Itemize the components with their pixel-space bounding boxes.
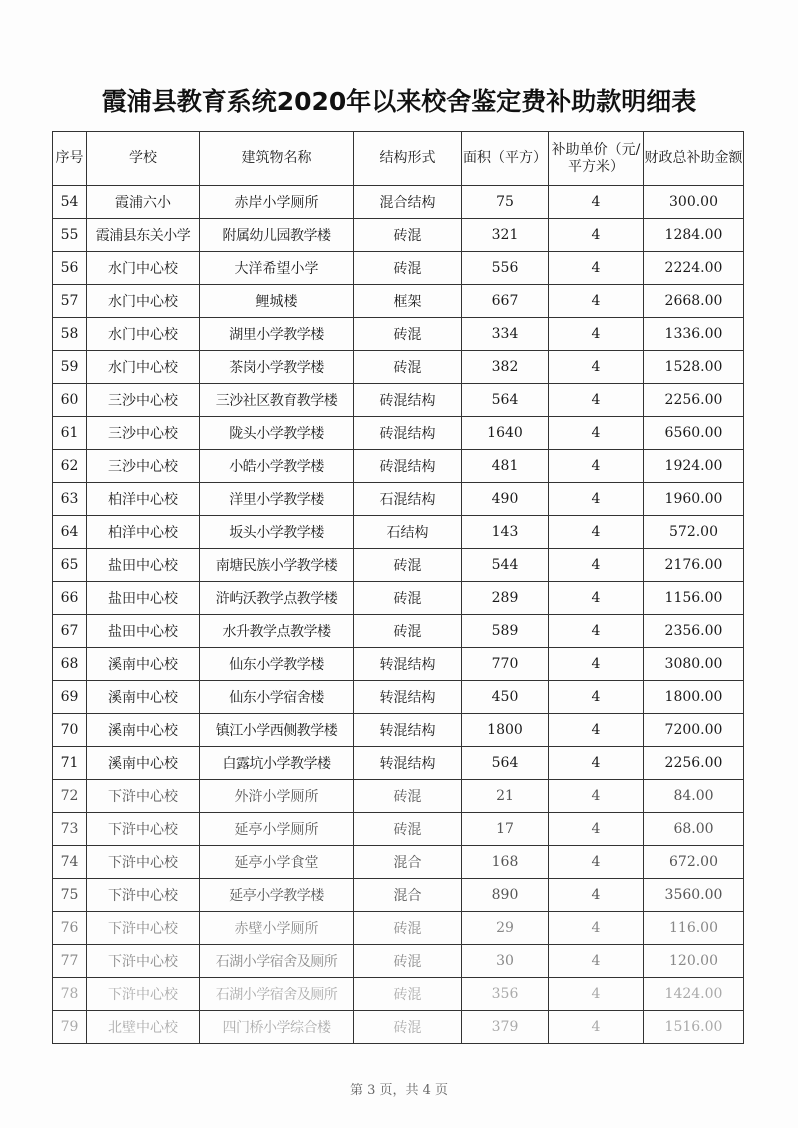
- cell-unit-price: 4: [549, 516, 644, 549]
- cell-school: 溪南中心校: [87, 747, 200, 780]
- cell-seq: 74: [53, 846, 87, 879]
- cell-building: 石湖小学宿舍及厕所: [200, 945, 354, 978]
- cell-school: 盐田中心校: [87, 582, 200, 615]
- cell-structure: 砖混: [354, 219, 462, 252]
- table-row: [53, 615, 744, 648]
- table-row: [53, 516, 744, 549]
- table-row: [53, 450, 744, 483]
- table-row: [53, 846, 744, 879]
- table-body: [53, 186, 744, 1044]
- cell-building: 茶岗小学教学楼: [200, 351, 354, 384]
- cell-total: 7200.00: [644, 714, 744, 747]
- cell-structure: 混合: [354, 879, 462, 912]
- cell-structure: 砖混结构: [354, 384, 462, 417]
- table-row: [53, 318, 744, 351]
- cell-unit-price: 4: [549, 1011, 644, 1044]
- cell-unit-price: 4: [549, 648, 644, 681]
- cell-building: 仙东小学教学楼: [200, 648, 354, 681]
- cell-seq: 79: [53, 1011, 87, 1044]
- cell-total: 3080.00: [644, 648, 744, 681]
- cell-total: 2176.00: [644, 549, 744, 582]
- cell-building: 水升教学点教学楼: [200, 615, 354, 648]
- table-header-row: [53, 132, 744, 186]
- cell-building: 三沙社区教育教学楼: [200, 384, 354, 417]
- cell-area: 890: [462, 879, 549, 912]
- cell-seq: 64: [53, 516, 87, 549]
- table-row: [53, 780, 744, 813]
- cell-unit-price: 4: [549, 879, 644, 912]
- cell-total: 120.00: [644, 945, 744, 978]
- cell-school: 北壁中心校: [87, 1011, 200, 1044]
- cell-total: 68.00: [644, 813, 744, 846]
- table-row: [53, 582, 744, 615]
- table-row: [53, 714, 744, 747]
- cell-total: 1800.00: [644, 681, 744, 714]
- cell-seq: 78: [53, 978, 87, 1011]
- cell-school: 下浒中心校: [87, 813, 200, 846]
- cell-seq: 62: [53, 450, 87, 483]
- cell-building: 外浒小学厕所: [200, 780, 354, 813]
- cell-structure: 砖混: [354, 813, 462, 846]
- cell-structure: 砖混: [354, 780, 462, 813]
- cell-area: 450: [462, 681, 549, 714]
- cell-school: 下浒中心校: [87, 879, 200, 912]
- cell-area: 379: [462, 1011, 549, 1044]
- cell-total: 6560.00: [644, 417, 744, 450]
- cell-school: 水门中心校: [87, 351, 200, 384]
- cell-structure: 混合: [354, 846, 462, 879]
- cell-building: 仙东小学宿舍楼: [200, 681, 354, 714]
- cell-area: 334: [462, 318, 549, 351]
- cell-area: 356: [462, 978, 549, 1011]
- cell-building: 陇头小学教学楼: [200, 417, 354, 450]
- table-row: [53, 813, 744, 846]
- cell-unit-price: 4: [549, 285, 644, 318]
- cell-area: 21: [462, 780, 549, 813]
- cell-building: 延亭小学厕所: [200, 813, 354, 846]
- cell-total: 84.00: [644, 780, 744, 813]
- cell-area: 544: [462, 549, 549, 582]
- cell-area: 168: [462, 846, 549, 879]
- cell-total: 572.00: [644, 516, 744, 549]
- cell-school: 盐田中心校: [87, 549, 200, 582]
- cell-structure: 砖混: [354, 912, 462, 945]
- cell-unit-price: 4: [549, 252, 644, 285]
- cell-structure: 砖混: [354, 945, 462, 978]
- cell-unit-price: 4: [549, 219, 644, 252]
- table-row: [53, 747, 744, 780]
- cell-area: 30: [462, 945, 549, 978]
- cell-seq: 56: [53, 252, 87, 285]
- cell-unit-price: 4: [549, 351, 644, 384]
- cell-area: 75: [462, 186, 549, 219]
- cell-area: 382: [462, 351, 549, 384]
- cell-area: 490: [462, 483, 549, 516]
- table-row: [53, 549, 744, 582]
- cell-structure: 转混结构: [354, 747, 462, 780]
- cell-seq: 54: [53, 186, 87, 219]
- cell-structure: 砖混结构: [354, 450, 462, 483]
- cell-area: 556: [462, 252, 549, 285]
- cell-school: 水门中心校: [87, 318, 200, 351]
- cell-school: 溪南中心校: [87, 681, 200, 714]
- table-row: [53, 351, 744, 384]
- cell-total: 1424.00: [644, 978, 744, 1011]
- cell-school: 下浒中心校: [87, 912, 200, 945]
- cell-total: 2356.00: [644, 615, 744, 648]
- cell-seq: 63: [53, 483, 87, 516]
- cell-building: 鲤城楼: [200, 285, 354, 318]
- cell-unit-price: 4: [549, 186, 644, 219]
- cell-seq: 57: [53, 285, 87, 318]
- cell-structure: 砖混: [354, 351, 462, 384]
- cell-total: 2256.00: [644, 747, 744, 780]
- cell-seq: 58: [53, 318, 87, 351]
- cell-building: 赤岸小学厕所: [200, 186, 354, 219]
- cell-structure: 砖混: [354, 252, 462, 285]
- cell-building: 延亭小学教学楼: [200, 879, 354, 912]
- cell-area: 481: [462, 450, 549, 483]
- cell-building: 赤壁小学厕所: [200, 912, 354, 945]
- cell-unit-price: 4: [549, 780, 644, 813]
- cell-total: 1516.00: [644, 1011, 744, 1044]
- header-total: 财政总补助金额: [644, 132, 744, 186]
- cell-structure: 混合结构: [354, 186, 462, 219]
- table-row: [53, 681, 744, 714]
- cell-total: 300.00: [644, 186, 744, 219]
- cell-building: 白露坑小学教学楼: [200, 747, 354, 780]
- cell-seq: 75: [53, 879, 87, 912]
- table-row: [53, 879, 744, 912]
- cell-area: 589: [462, 615, 549, 648]
- cell-building: 小皓小学教学楼: [200, 450, 354, 483]
- cell-structure: 砖混: [354, 549, 462, 582]
- cell-unit-price: 4: [549, 714, 644, 747]
- cell-seq: 67: [53, 615, 87, 648]
- cell-building: 附属幼儿园教学楼: [200, 219, 354, 252]
- cell-area: 564: [462, 747, 549, 780]
- cell-seq: 77: [53, 945, 87, 978]
- cell-school: 三沙中心校: [87, 450, 200, 483]
- cell-school: 霞浦县东关小学: [87, 219, 200, 252]
- header-structure: 结构形式: [354, 132, 462, 186]
- cell-total: 1924.00: [644, 450, 744, 483]
- cell-seq: 60: [53, 384, 87, 417]
- cell-seq: 72: [53, 780, 87, 813]
- cell-seq: 76: [53, 912, 87, 945]
- table-row: [53, 417, 744, 450]
- cell-school: 盐田中心校: [87, 615, 200, 648]
- cell-unit-price: 4: [549, 615, 644, 648]
- cell-seq: 70: [53, 714, 87, 747]
- page-footer: 第 3 页，共 4 页: [349, 1083, 449, 1098]
- table-row: [53, 648, 744, 681]
- cell-structure: 砖混: [354, 318, 462, 351]
- cell-area: 17: [462, 813, 549, 846]
- cell-total: 672.00: [644, 846, 744, 879]
- cell-unit-price: 4: [549, 813, 644, 846]
- cell-building: 坂头小学教学楼: [200, 516, 354, 549]
- cell-total: 3560.00: [644, 879, 744, 912]
- cell-school: 柏洋中心校: [87, 516, 200, 549]
- table-row: [53, 978, 744, 1011]
- table-row: [53, 285, 744, 318]
- cell-building: 大洋希望小学: [200, 252, 354, 285]
- table-row: [53, 1011, 744, 1044]
- cell-building: 延亭小学食堂: [200, 846, 354, 879]
- table-row: [53, 252, 744, 285]
- page-title: 霞浦县教育系统2020年以来校舍鉴定费补助款明细表: [101, 87, 697, 116]
- cell-school: 水门中心校: [87, 285, 200, 318]
- cell-seq: 59: [53, 351, 87, 384]
- table-row: [53, 219, 744, 252]
- cell-seq: 71: [53, 747, 87, 780]
- cell-total: 116.00: [644, 912, 744, 945]
- cell-total: 1528.00: [644, 351, 744, 384]
- header-seq: 序号: [53, 132, 87, 186]
- cell-area: 1640: [462, 417, 549, 450]
- cell-area: 667: [462, 285, 549, 318]
- cell-structure: 砖混: [354, 1011, 462, 1044]
- cell-unit-price: 4: [549, 582, 644, 615]
- cell-building: 石湖小学宿舍及厕所: [200, 978, 354, 1011]
- cell-school: 霞浦六小: [87, 186, 200, 219]
- cell-area: 564: [462, 384, 549, 417]
- cell-unit-price: 4: [549, 450, 644, 483]
- cell-structure: 转混结构: [354, 714, 462, 747]
- cell-total: 2668.00: [644, 285, 744, 318]
- cell-school: 三沙中心校: [87, 384, 200, 417]
- cell-area: 1800: [462, 714, 549, 747]
- cell-structure: 砖混结构: [354, 417, 462, 450]
- header-building: 建筑物名称: [200, 132, 354, 186]
- cell-school: 下浒中心校: [87, 846, 200, 879]
- cell-structure: 砖混: [354, 615, 462, 648]
- cell-structure: 转混结构: [354, 648, 462, 681]
- cell-seq: 61: [53, 417, 87, 450]
- cell-unit-price: 4: [549, 384, 644, 417]
- cell-area: 289: [462, 582, 549, 615]
- cell-school: 柏洋中心校: [87, 483, 200, 516]
- cell-seq: 68: [53, 648, 87, 681]
- cell-structure: 砖混: [354, 582, 462, 615]
- cell-seq: 65: [53, 549, 87, 582]
- cell-total: 1960.00: [644, 483, 744, 516]
- cell-building: 南塘民族小学教学楼: [200, 549, 354, 582]
- cell-total: 1156.00: [644, 582, 744, 615]
- cell-total: 1284.00: [644, 219, 744, 252]
- cell-unit-price: 4: [549, 318, 644, 351]
- cell-total: 2256.00: [644, 384, 744, 417]
- cell-unit-price: 4: [549, 681, 644, 714]
- cell-school: 溪南中心校: [87, 648, 200, 681]
- cell-seq: 55: [53, 219, 87, 252]
- cell-area: 770: [462, 648, 549, 681]
- cell-area: 29: [462, 912, 549, 945]
- cell-unit-price: 4: [549, 747, 644, 780]
- cell-building: 四门桥小学综合楼: [200, 1011, 354, 1044]
- cell-seq: 73: [53, 813, 87, 846]
- header-unit-price: 补助单价（元/平方米）: [549, 132, 644, 186]
- cell-building: 镇江小学西侧教学楼: [200, 714, 354, 747]
- cell-total: 2224.00: [644, 252, 744, 285]
- cell-structure: 转混结构: [354, 681, 462, 714]
- subsidy-table: [52, 131, 744, 1044]
- cell-unit-price: 4: [549, 846, 644, 879]
- cell-school: 三沙中心校: [87, 417, 200, 450]
- cell-school: 水门中心校: [87, 252, 200, 285]
- table-row: [53, 483, 744, 516]
- cell-building: 湖里小学教学楼: [200, 318, 354, 351]
- header-school: 学校: [87, 132, 200, 186]
- cell-unit-price: 4: [549, 912, 644, 945]
- cell-school: 溪南中心校: [87, 714, 200, 747]
- cell-structure: 石混结构: [354, 483, 462, 516]
- cell-building: 浒屿沃教学点教学楼: [200, 582, 354, 615]
- header-area: 面积（平方）: [462, 132, 549, 186]
- cell-area: 143: [462, 516, 549, 549]
- cell-school: 下浒中心校: [87, 945, 200, 978]
- cell-unit-price: 4: [549, 945, 644, 978]
- cell-school: 下浒中心校: [87, 780, 200, 813]
- cell-structure: 石结构: [354, 516, 462, 549]
- cell-area: 321: [462, 219, 549, 252]
- cell-building: 洋里小学教学楼: [200, 483, 354, 516]
- cell-total: 1336.00: [644, 318, 744, 351]
- table-row: [53, 912, 744, 945]
- table-row: [53, 384, 744, 417]
- cell-structure: 砖混: [354, 978, 462, 1011]
- table-row: [53, 945, 744, 978]
- cell-seq: 69: [53, 681, 87, 714]
- cell-unit-price: 4: [549, 978, 644, 1011]
- cell-unit-price: 4: [549, 417, 644, 450]
- cell-seq: 66: [53, 582, 87, 615]
- cell-unit-price: 4: [549, 483, 644, 516]
- cell-unit-price: 4: [549, 549, 644, 582]
- cell-school: 下浒中心校: [87, 978, 200, 1011]
- table-row: [53, 186, 744, 219]
- cell-structure: 框架: [354, 285, 462, 318]
